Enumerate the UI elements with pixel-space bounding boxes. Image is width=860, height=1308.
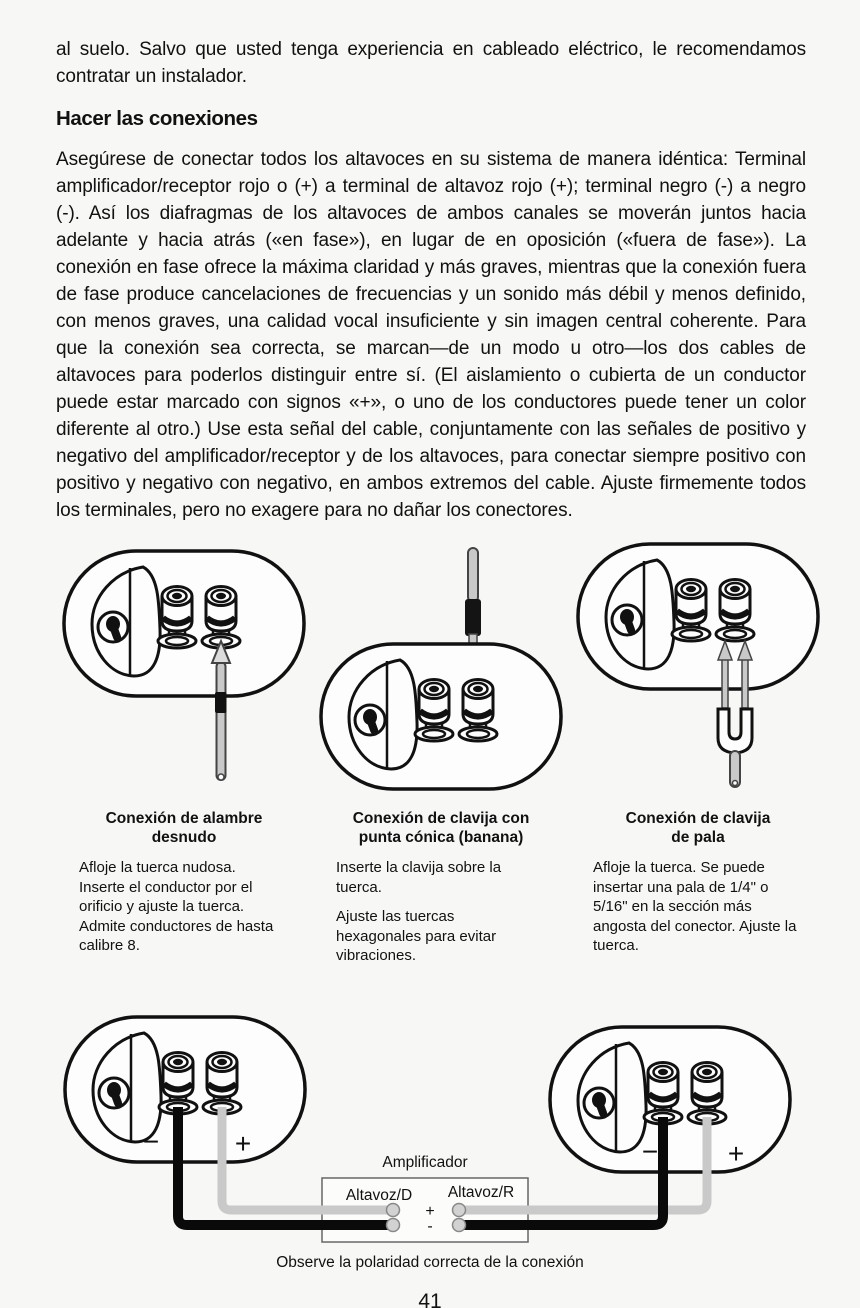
- amp-left-plus-terminal: [387, 1203, 400, 1216]
- polarity-wiring-diagram: [0, 1010, 860, 1272]
- connection-column-bare-wire: [58, 538, 310, 976]
- right-speaker-plus-sign: +: [727, 1137, 745, 1169]
- amp-right-plus-terminal: [453, 1203, 466, 1216]
- body-paragraph: Asegúrese de conectar todos los altavoces en su sistema de manera idéntica: Terminal amplificador/receptor rojo o (+) a terminal de altavoz rojo (+); terminal negro (-) a negro (-). Así los diafragmas de los altavoces de ambos canales se moverán juntos hacia adelante y hacia atrás («en fase»), en lugar de en oposición («fuera de fase»). La conexión en fase ofrece la máxima claridad y más graves, mientras que la conexión fuera de fase produce cancelaciones de frecuencias y un sonido más débil y menos definido, con menos graves, una calidad vocal insuficiente y sin imagen central coherente. Para que la conexión sea correcta, se marcan—de un modo u otro—los dos cables de altavoces para poderlos distinguir entre sí. (El aislamiento o cubierta de un conductor puede estar marcado con signos «+», o uno de los conductores puede tener un color diferente al otro.) Use esta señal del cable, conjuntamente con las señales de positivo y negativo del amplificador/receptor y de los altavoces, para conectar siempre positivo con positivo y negativo con negativo, en ambos extremos del cable. Ajuste firmemente todos los terminales, pero no exagere para no dañar los conectores.: [56, 149, 806, 521]
- left-speaker-terminal-panel: [65, 1017, 305, 1162]
- top-copy: [0, 36, 860, 524]
- description-paragraph: Inserte la clavija sobre la tuerca.: [336, 859, 502, 896]
- figure-area: [58, 538, 310, 794]
- description-paragraph: Afloje la tuerca nudosa. Inserte el conductor por el orificio y ajuste la tuerca. Admite conductores de hasta calibre 8.: [79, 859, 274, 954]
- figure-area: [315, 538, 567, 794]
- right-speaker-terminal-panel: [550, 1027, 790, 1172]
- figure-caption: [572, 809, 824, 847]
- description-paragraph: Ajuste las tuercas hexagonales para evitar vibraciones.: [336, 908, 497, 964]
- spade-lug-figure: [573, 539, 823, 794]
- amp-minus-sign: -: [427, 1217, 433, 1235]
- connection-column-banana-plug: [315, 538, 567, 976]
- intro-paragraph: al suelo. Salvo que usted tenga experiencia en cableado eléctrico, le recomendamos contratar un instalador.: [56, 39, 806, 87]
- figure-description: [572, 858, 824, 956]
- caption-line: de pala: [671, 829, 725, 846]
- caption-line: desnudo: [151, 829, 217, 846]
- figure-description: [58, 858, 310, 956]
- speaker-terminal-panel: [64, 551, 304, 696]
- speaker-terminal-panel: [578, 544, 818, 689]
- bare-wire-figure: [59, 546, 309, 794]
- page-number: 41: [418, 1289, 442, 1308]
- right-output-label: Altavoz/R: [447, 1183, 515, 1201]
- banana-plug-figure: [316, 542, 566, 794]
- figure-caption: [58, 809, 310, 847]
- connection-types-row: [0, 538, 860, 976]
- left-speaker-plus-sign: +: [234, 1127, 252, 1159]
- bare-wire-icon: [212, 641, 230, 780]
- section-heading: Hacer las conexiones: [56, 107, 258, 130]
- caption-line: Conexión de clavija: [625, 810, 771, 827]
- left-speaker-minus-sign: −: [142, 1125, 160, 1157]
- description-paragraph: Afloje la tuerca. Se puede insertar una pala de 1/4" o 5/16" en la sección más angosta del conector. Ajuste la tuerca.: [593, 859, 797, 954]
- wiring-caption: Observe la polaridad correcta de la conexión: [276, 1253, 584, 1271]
- amp-plus-sign: +: [425, 1202, 435, 1220]
- connection-column-spade-lug: [572, 538, 824, 976]
- figure-caption: [315, 809, 567, 847]
- spade-lug-icon: [718, 709, 752, 787]
- left-output-label: Altavoz/D: [345, 1186, 413, 1204]
- amp-left-minus-terminal: [387, 1218, 400, 1231]
- wiring-figure: [0, 1010, 860, 1250]
- caption-line: Conexión de alambre: [105, 810, 263, 827]
- figure-description: [315, 858, 567, 966]
- figure-area: [572, 538, 824, 794]
- caption-line: Conexión de clavija con: [352, 810, 530, 827]
- speaker-terminal-panel: [321, 644, 561, 789]
- amplifier-label: Amplificador: [382, 1153, 468, 1171]
- right-speaker-minus-sign: −: [641, 1135, 659, 1167]
- amp-right-minus-terminal: [453, 1218, 466, 1231]
- caption-line: punta cónica (banana): [358, 829, 524, 846]
